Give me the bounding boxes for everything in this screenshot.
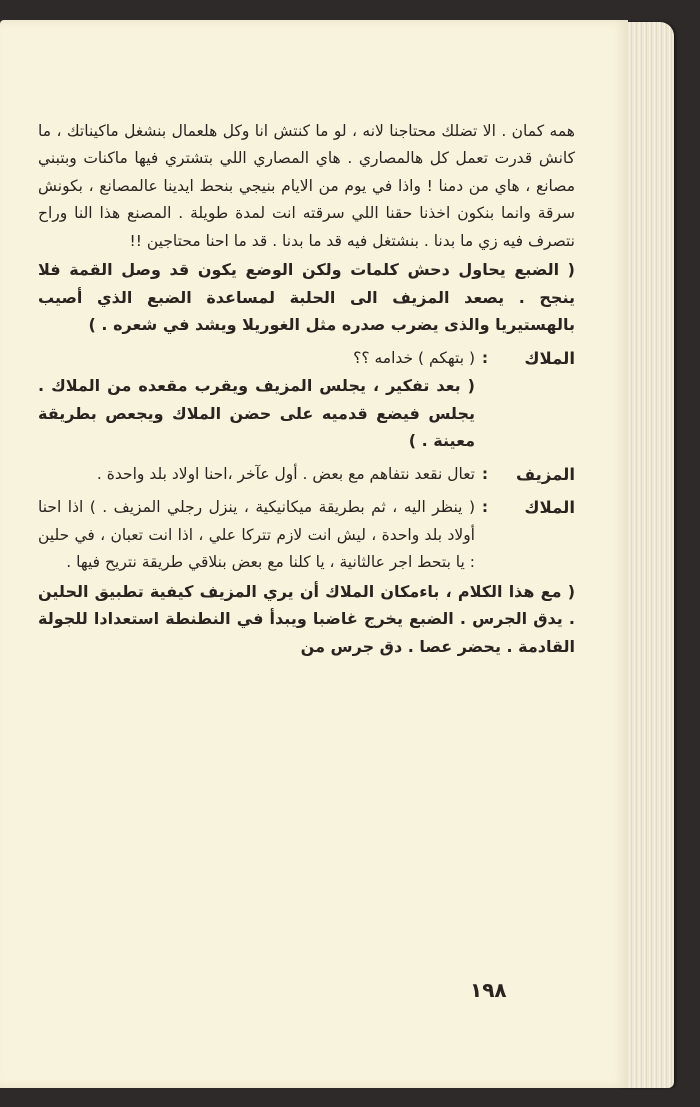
stage-direction: ( بعد تفكير ، يجلس المزيف ويقرب مقعده من الملاك . يجلس فيضع قدميه على حضن الملاك ويجعص بطريقة معينة . ) <box>38 376 475 451</box>
speech-block <box>38 494 575 576</box>
speaker-name: الملاك <box>524 498 575 518</box>
speech-body <box>38 494 475 576</box>
page-text <box>38 118 575 660</box>
speaker-colon: : <box>481 465 489 483</box>
stage-direction: ( الضبع يحاول دحش كلمات ولكن الوضع يكون قد وصل القمة فلا ينجح . يصعد المزيف الى الحلبة لمساعدة الضبع الذي أصيب بالهستيريا والذى يضرب صدره مثل الغوريلا ويشد في شعره . ) <box>38 260 575 335</box>
page-number: ١٩٨ <box>470 978 507 1002</box>
speaker-name: الملاك <box>524 348 575 368</box>
speaker-colon: : <box>481 348 489 367</box>
stage-direction: ( مع هذا الكلام ، باءمكان الملاك أن يري المزيف كيفية تطبيق الحلين . يدق الجرس . الضبع يخرج غاضبا ويبدأ في النطنطة استعدادا للجولة القادمة . يحضر عصا . دق جرس من <box>38 581 575 656</box>
speech-block <box>38 461 575 488</box>
speaker-name: المزيف <box>515 465 575 484</box>
speech-body <box>38 345 475 455</box>
speech-block <box>38 345 575 455</box>
speech-body <box>38 461 475 488</box>
speech-line: تعال نقعد نتفاهم مع بعض . أول عآخر ،احنا اولاد بلد واحدة . <box>96 465 475 483</box>
speaker-colon: : <box>481 498 489 517</box>
speech-line: ( ينظر اليه ، ثم بطريقة ميكانيكية ، ينزل رجلي المزيف . ) اذا احنا أولاد بلد واحدة ، ليش انت لازم تتركا علي ، اذا انت تعبان ، في حلين : يا بتحط اجر عالثانية ، يا كلنا مع بعض بنلاقي طريقة نتريح فيها . <box>38 498 475 572</box>
speech-line: ( بتهكم ) خدامه ؟؟ <box>353 348 475 367</box>
paragraph-dialogue: همه كمان . الا تضلك محتاجنا لانه ، لو ما كنتش انا وكل هلعمال بنشغل ماكيناتك ، ما كانش قدرت تعمل كل هالمصاري . هاي المصاري اللي بتشتري فيها ماكنات وبتبني مصانع ، هاي من دمنا ! واذا في يوم من الايام بنيجي بنحط ايدينا عالمصانع ، بكونش سرقة وانما بنكون اخذنا حقنا اللي سرقته انت لمدة طويلة . المصنع هذا النا وراح نتصرف فيه زي ما بدنا . بنشتغل فيه قد ما بدنا . قد ما احنا محتاجين !! <box>38 122 575 250</box>
